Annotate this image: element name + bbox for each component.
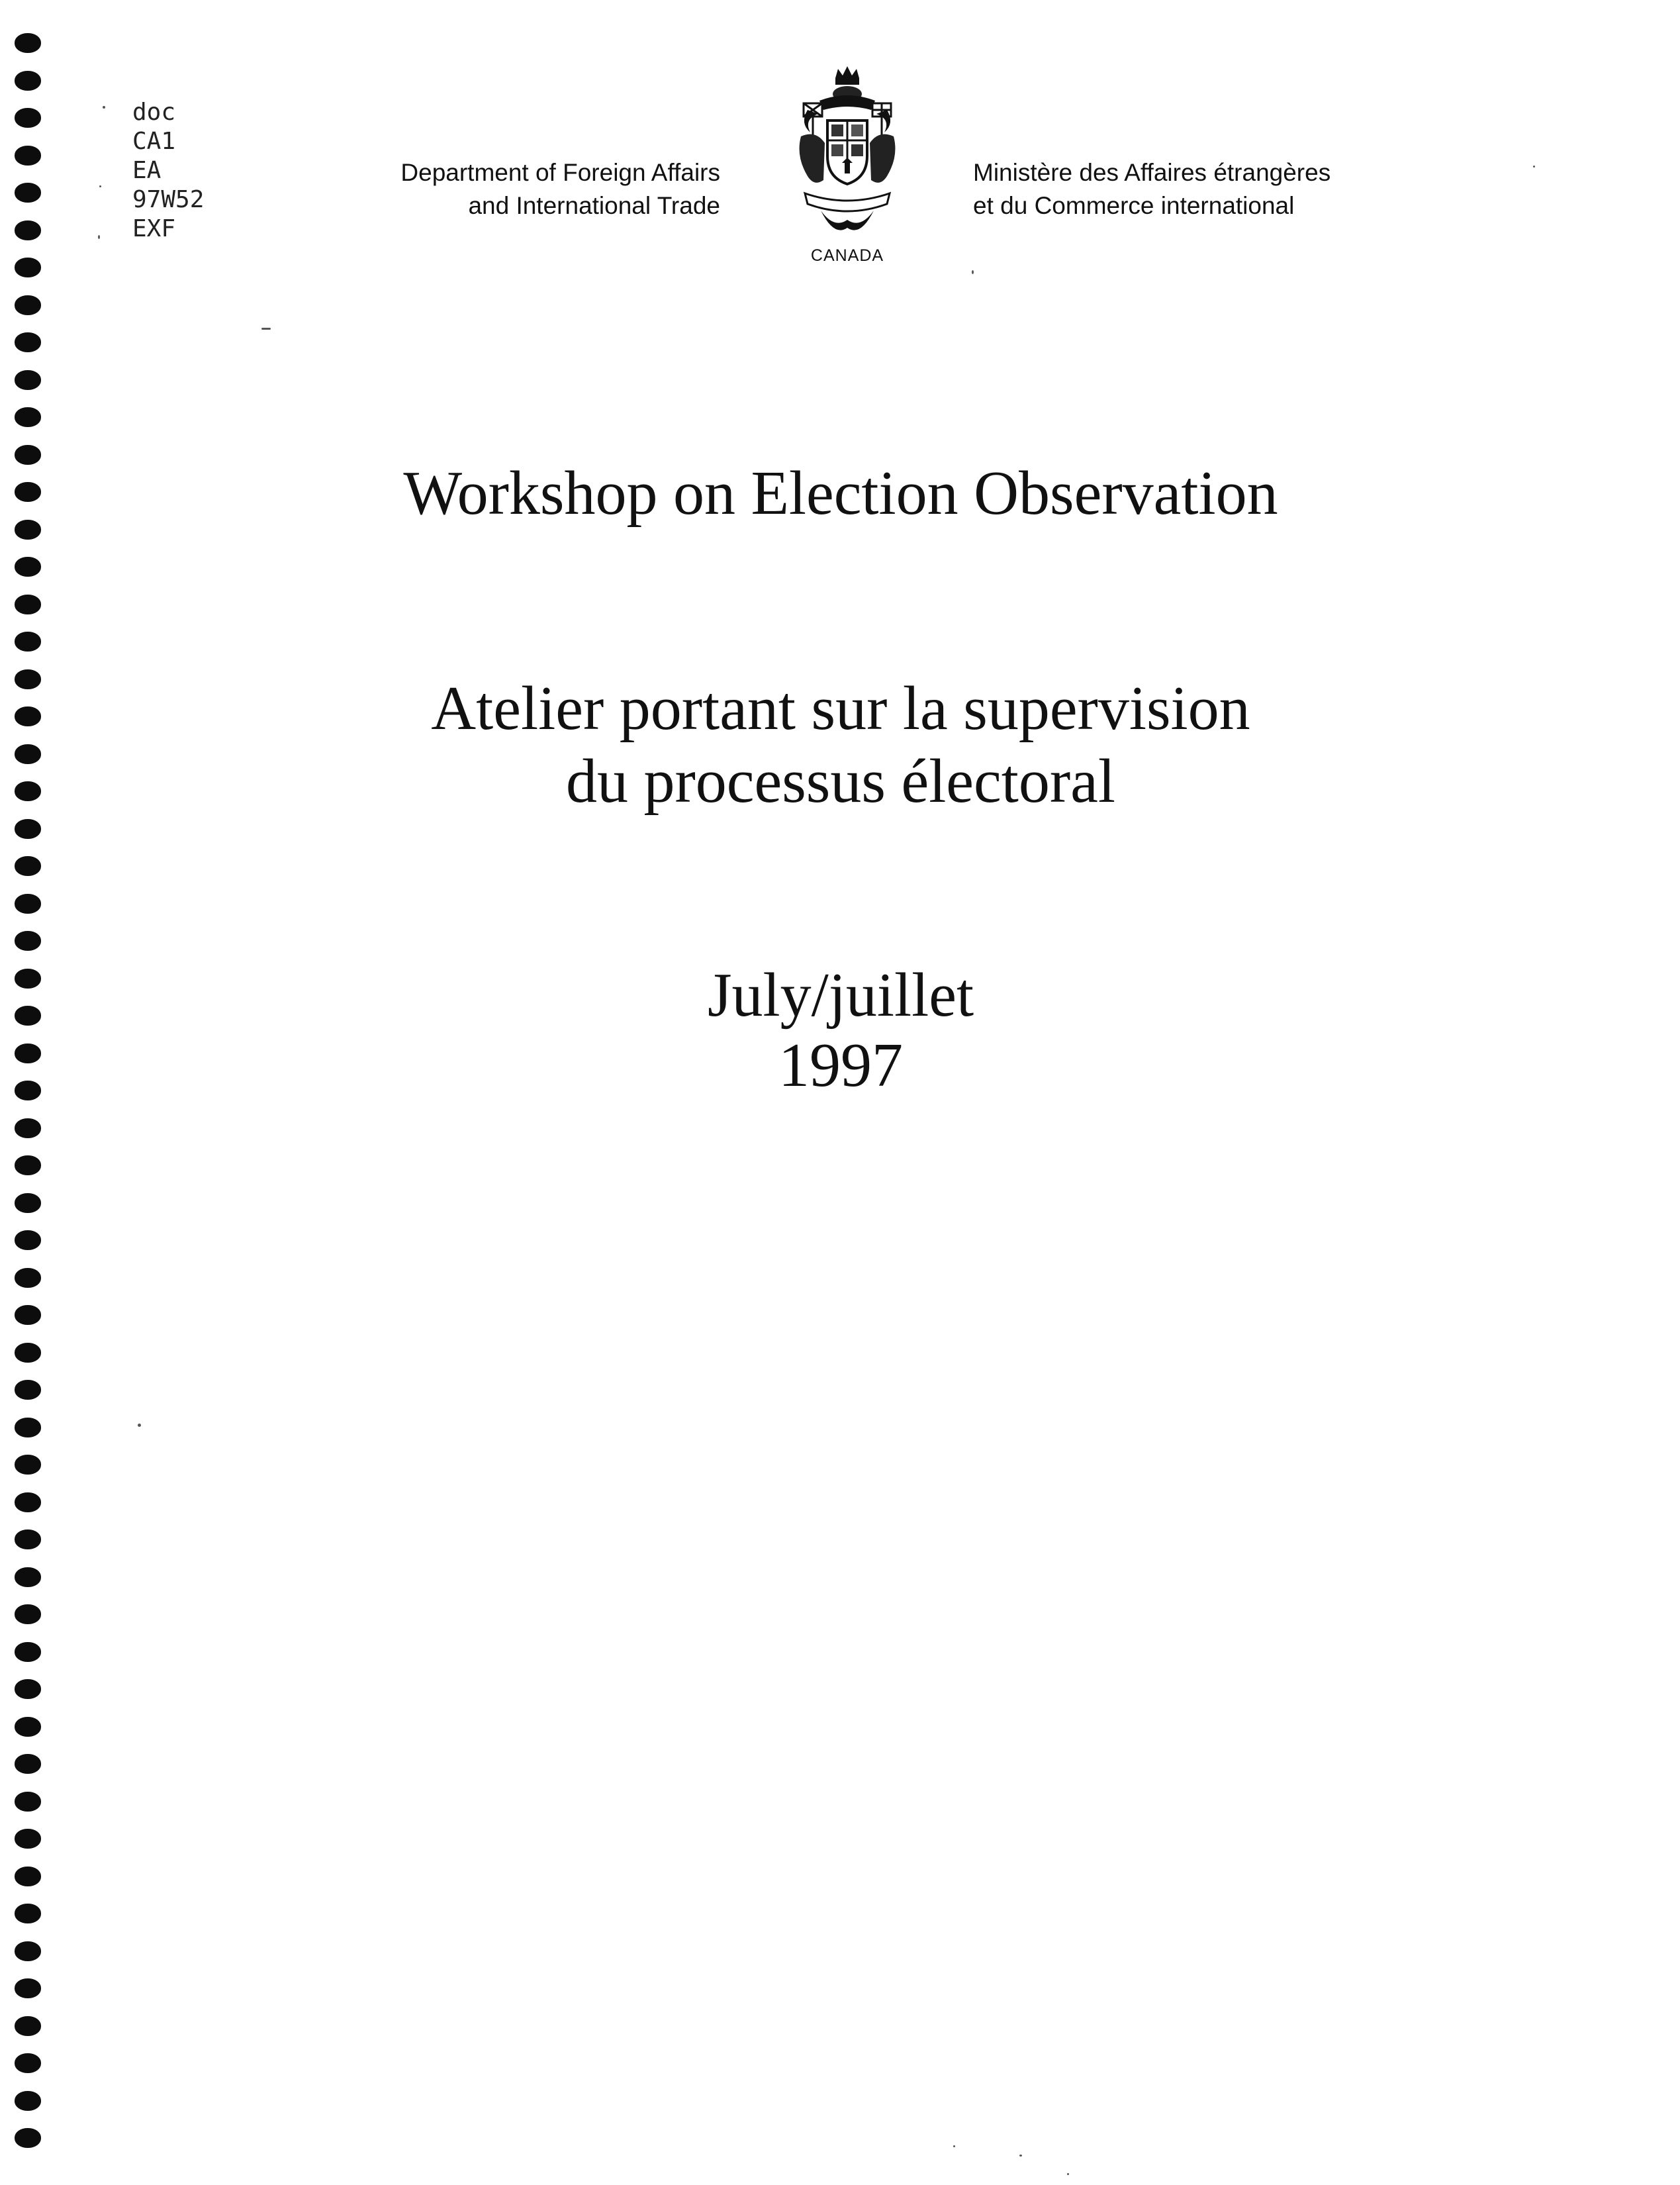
scan-speck — [261, 328, 271, 330]
date-month: July/juillet — [707, 961, 974, 1030]
binding-hole — [15, 1455, 41, 1475]
scan-speck — [1019, 2155, 1022, 2157]
binding-hole — [15, 1230, 41, 1250]
binding-hole — [15, 1941, 41, 1961]
scan-speck — [1067, 2173, 1069, 2175]
scan-speck — [1533, 166, 1535, 168]
binding-hole — [15, 1867, 41, 1886]
binding-hole — [15, 856, 41, 876]
binding-hole — [15, 220, 41, 240]
binding-hole — [15, 819, 41, 839]
department-name-french — [973, 156, 1436, 222]
binding-hole — [15, 2053, 41, 2073]
binding-hole — [15, 969, 41, 989]
binding-hole — [15, 1904, 41, 1923]
binding-hole — [15, 1679, 41, 1699]
binding-hole — [15, 482, 41, 502]
scan-speck — [953, 2145, 955, 2147]
binding-hole — [15, 706, 41, 726]
binding-hole — [15, 894, 41, 914]
binding-holes — [0, 0, 53, 2185]
canada-coat-of-arms-icon — [781, 64, 913, 236]
binding-hole — [15, 1081, 41, 1100]
department-name-english — [344, 156, 720, 222]
binding-hole — [15, 2091, 41, 2111]
binding-hole — [15, 1380, 41, 1400]
call-number-line: 97W52 — [132, 186, 205, 213]
binding-hole — [15, 1268, 41, 1288]
binding-hole — [15, 1044, 41, 1063]
binding-hole — [15, 744, 41, 764]
binding-hole — [15, 407, 41, 427]
binding-hole — [15, 1978, 41, 1998]
binding-hole — [15, 183, 41, 203]
binding-hole — [15, 2016, 41, 2036]
binding-hole — [15, 445, 41, 465]
binding-hole — [15, 595, 41, 614]
binding-hole — [15, 1642, 41, 1662]
binding-hole — [15, 1418, 41, 1437]
binding-hole — [15, 520, 41, 540]
department-line: Ministère des Affaires étrangères — [973, 159, 1331, 186]
binding-hole — [15, 370, 41, 390]
binding-hole — [15, 295, 41, 315]
title-french-line: Atelier portant sur la supervision — [431, 674, 1250, 743]
binding-hole — [15, 1305, 41, 1325]
call-number-line: EXF — [132, 215, 176, 242]
binding-hole — [15, 2128, 41, 2148]
title-french — [199, 672, 1483, 818]
binding-hole — [15, 258, 41, 277]
binding-hole — [15, 332, 41, 352]
binding-hole — [15, 1567, 41, 1587]
library-call-number — [132, 98, 204, 244]
binding-hole — [15, 1604, 41, 1624]
scan-speck — [138, 1424, 141, 1427]
binding-hole — [15, 108, 41, 128]
binding-hole — [15, 71, 41, 91]
call-number-line: EA — [132, 157, 162, 184]
call-number-line: doc — [132, 99, 176, 126]
scan-speck — [99, 185, 101, 187]
binding-hole — [15, 33, 41, 53]
binding-hole — [15, 1792, 41, 1812]
binding-hole — [15, 632, 41, 652]
scan-speck — [98, 235, 100, 239]
crest-label: CANADA — [810, 246, 884, 265]
binding-hole — [15, 1829, 41, 1849]
title-english: Workshop on Election Observation — [403, 459, 1278, 528]
date-year: 1997 — [778, 1031, 903, 1100]
department-line: et du Commerce international — [973, 192, 1295, 219]
binding-hole — [15, 781, 41, 801]
binding-hole — [15, 1193, 41, 1213]
title-french-line: du processus électoral — [565, 747, 1116, 816]
binding-hole — [15, 1754, 41, 1774]
binding-hole — [15, 669, 41, 689]
binding-hole — [15, 1118, 41, 1138]
scan-speck — [103, 106, 105, 109]
binding-hole — [15, 1006, 41, 1026]
binding-hole — [15, 931, 41, 951]
call-number-line: CA1 — [132, 128, 176, 155]
binding-hole — [15, 146, 41, 166]
scan-speck — [972, 270, 974, 274]
binding-hole — [15, 1492, 41, 1512]
binding-hole — [15, 1530, 41, 1549]
binding-hole — [15, 557, 41, 577]
binding-hole — [15, 1155, 41, 1175]
department-line: Department of Foreign Affairs — [400, 159, 720, 186]
publication-date — [199, 960, 1483, 1100]
binding-hole — [15, 1717, 41, 1737]
binding-hole — [15, 1343, 41, 1363]
department-line: and International Trade — [468, 192, 720, 219]
